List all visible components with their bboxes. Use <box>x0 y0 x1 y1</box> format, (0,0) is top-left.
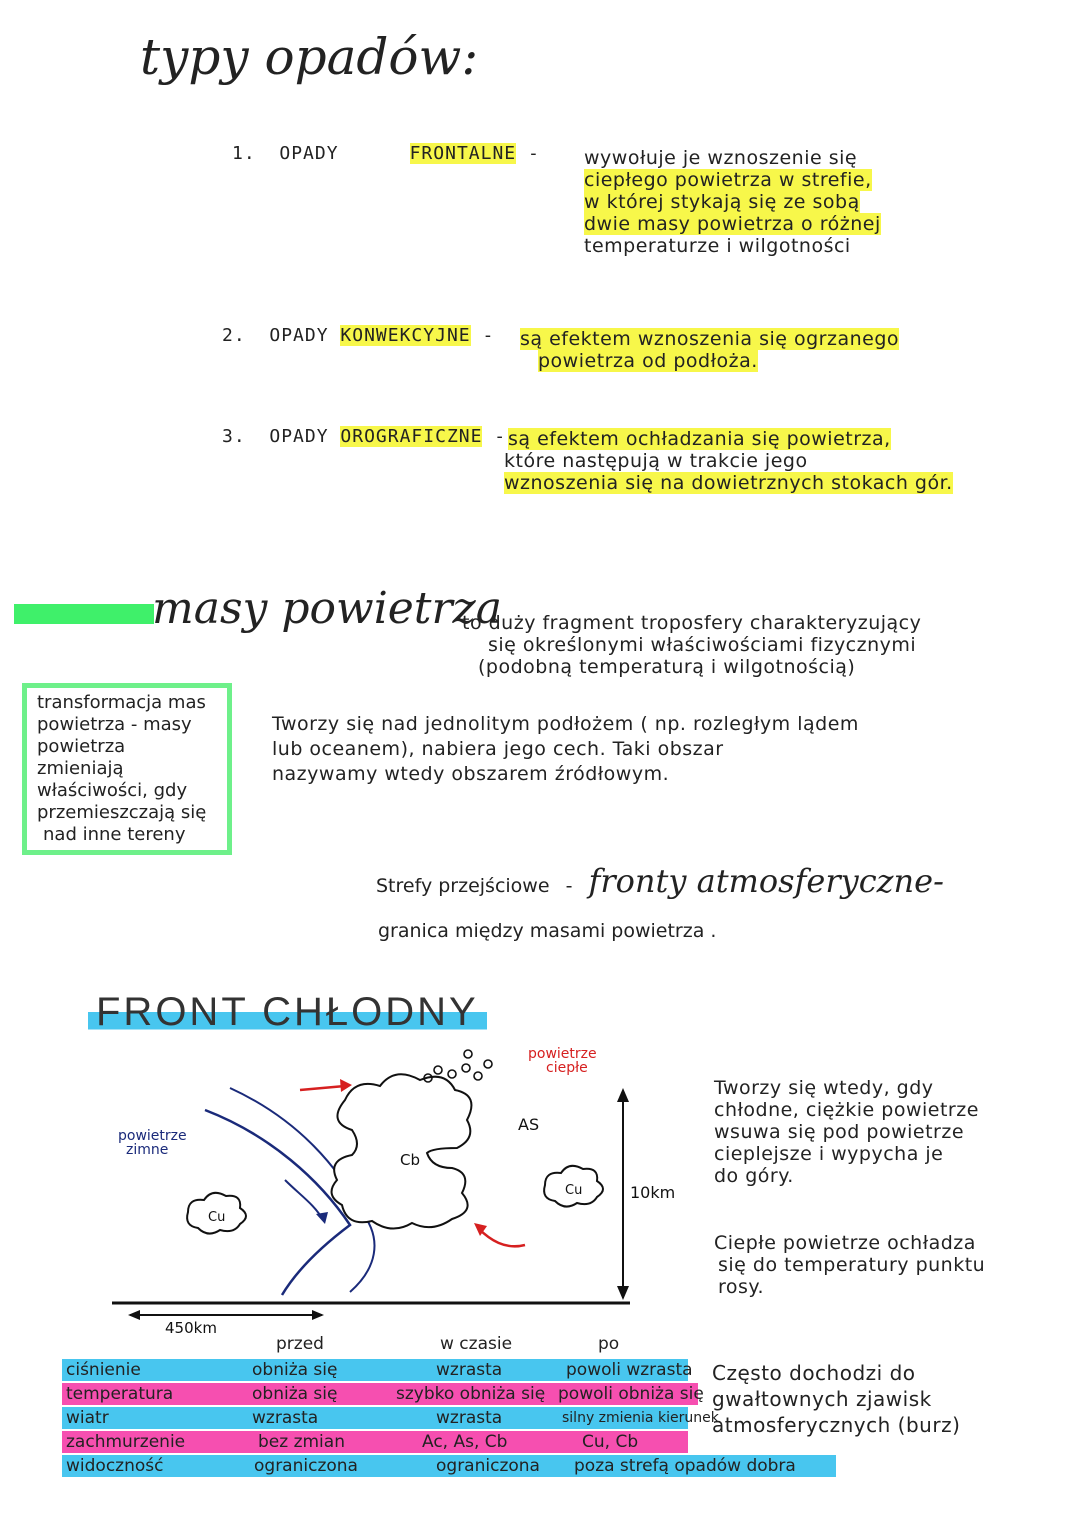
type-1-number: 1. <box>232 143 256 164</box>
side-note-line: powietrza - masy <box>37 714 192 735</box>
row-label: zachmurzenie <box>66 1432 186 1452</box>
distance-label: 450km <box>165 1319 217 1337</box>
type-2-desc-line: powietrza od podłoża. <box>538 350 758 372</box>
type-2-heading <box>222 325 494 346</box>
type-1-desc-line: wywołuje je wznoszenie się <box>584 147 858 169</box>
type-1-dash: - <box>527 143 540 164</box>
type-3-name: OROGRAFICZNE <box>340 426 483 447</box>
rain-drop <box>464 1050 472 1058</box>
row-before: bez zmian <box>258 1432 345 1452</box>
fronts-definition <box>376 862 944 900</box>
height-label: 10km <box>630 1183 676 1202</box>
cold-front-desc-line: chłodne, ciężkie powietrze <box>714 1099 979 1121</box>
warm-air-label-2: ciepłe <box>546 1060 588 1076</box>
cu-label-left: Cu <box>208 1210 226 1225</box>
side-note-line: właściwości, gdy <box>37 780 188 801</box>
formation-line: nazywamy wtedy obszarem źródłowym. <box>272 763 670 785</box>
cold-front-title <box>88 990 487 1035</box>
table-header-during: w czasie <box>440 1334 513 1354</box>
row-before: obniża się <box>252 1384 338 1404</box>
cold-front-desc-line: cieplejsze i wypycha je <box>714 1143 944 1165</box>
row-during: ograniczona <box>436 1456 540 1476</box>
as-label: AS <box>518 1115 540 1134</box>
cold-front-description <box>714 1077 979 1187</box>
row-label: temperatura <box>66 1384 174 1404</box>
type-1-label: OPADY <box>279 143 339 164</box>
row-after: poza strefą opadów dobra <box>574 1456 796 1476</box>
rain-drop <box>484 1060 492 1068</box>
height-arrow-head-top <box>617 1088 629 1102</box>
type-2-label: OPADY <box>269 325 329 346</box>
row-after: powoli wzrasta <box>566 1360 693 1380</box>
type-3-description <box>504 428 953 494</box>
distance-arrow-head-left <box>128 1310 140 1320</box>
air-masses-formation <box>272 712 859 787</box>
cold-front-desc-line: do góry. <box>714 1165 794 1187</box>
type-3-label: OPADY <box>269 426 329 447</box>
definition-line: się określonymi właściwościami fizycznymi <box>488 634 917 656</box>
cooling-line: się do temperatury punktu <box>718 1254 986 1276</box>
transformation-note-box <box>22 683 232 855</box>
air-masses-definition <box>462 612 921 678</box>
definition-line: (podobną temperaturą i wilgotnością) <box>478 656 856 678</box>
type-1-description <box>584 147 881 257</box>
side-note-line: transformacja mas <box>37 692 206 713</box>
row-before: ograniczona <box>254 1456 358 1476</box>
fronts-prefix: Strefy przejściowe <box>376 875 550 897</box>
height-arrow-head-bottom <box>617 1286 629 1300</box>
cold-air-arrow-head <box>316 1212 328 1224</box>
type-1-desc-line: temperaturze i wilgotności <box>584 235 851 257</box>
row-label: widoczność <box>66 1456 164 1476</box>
definition-line: to duży fragment troposfery charakteryzujący <box>462 612 922 634</box>
cold-front-title-text: FRONT CHŁODNY <box>88 990 487 1034</box>
phenomena-line: Często dochodzi do <box>712 1361 916 1385</box>
row-during: wzrasta <box>436 1408 503 1428</box>
warm-air-flow-arrow-head <box>340 1079 352 1092</box>
cold-front-diagram <box>0 1040 700 1340</box>
type-1-desc-line: ciepłego powietrza w strefie, <box>584 169 872 191</box>
fronts-boundary-line: granica między masami powietrza . <box>378 920 717 942</box>
row-label: ciśnienie <box>66 1360 141 1380</box>
cold-front-cooling <box>714 1232 985 1298</box>
formation-line: lub oceanem), nabiera jego cech. Taki obszar <box>272 738 724 760</box>
type-2-name: KONWEKCYJNE <box>340 325 471 346</box>
cooling-line: Ciepłe powietrze ochładza <box>714 1232 976 1254</box>
row-during: szybko obniża się <box>396 1384 546 1404</box>
fronts-script-term: fronty atmosferyczne- <box>588 862 944 900</box>
cooling-line: rosy. <box>718 1276 764 1298</box>
row-during: Ac, As, Cb <box>422 1432 508 1452</box>
row-after: Cu, Cb <box>582 1432 639 1452</box>
cold-front-phenomena <box>712 1360 960 1438</box>
type-3-number: 3. <box>222 426 246 447</box>
type-2-description <box>520 328 899 372</box>
cold-front-desc-line: Tworzy się wtedy, gdy <box>714 1077 934 1099</box>
row-during: wzrasta <box>436 1360 503 1380</box>
side-note-line: przemieszczają się <box>37 802 207 823</box>
warm-air-label-1: powietrze <box>528 1046 597 1062</box>
rising-warm-air-arrow <box>478 1228 525 1246</box>
type-3-heading <box>222 426 506 447</box>
rain-drop <box>434 1066 442 1074</box>
rain-drop <box>448 1070 456 1078</box>
green-highlight-bar <box>14 604 154 624</box>
page-title: typy opadów: <box>140 28 479 86</box>
row-after: silny zmienia kierunek <box>562 1410 719 1426</box>
side-note-line: nad inne tereny <box>43 824 186 845</box>
row-before: obniża się <box>252 1360 338 1380</box>
formation-line: Tworzy się nad jednolitym podłożem ( np. rozległym lądem <box>272 713 859 735</box>
type-2-number: 2. <box>222 325 246 346</box>
type-3-desc-line: wznoszenia się na dowietrznych stokach gór. <box>504 472 953 494</box>
air-masses-title: masy powietrza <box>152 583 502 634</box>
fronts-dash: - <box>565 875 573 897</box>
cold-front-desc-line: wsuwa się pod powietrze <box>714 1121 965 1143</box>
side-note-line: powietrza zmieniają <box>37 736 126 779</box>
table-header-before: przed <box>276 1334 324 1354</box>
cold-air-label-2: zimne <box>126 1142 169 1158</box>
type-1-desc-line: w której stykają się ze sobą <box>584 191 860 213</box>
rain-drop <box>462 1064 470 1072</box>
phenomena-line: atmosferycznych (burz) <box>712 1413 961 1437</box>
type-3-desc-line: są efektem ochładzania się powietrza, <box>508 428 891 450</box>
type-2-dash: - <box>482 325 495 346</box>
cu-label-right: Cu <box>565 1183 583 1198</box>
type-1-name: FRONTALNE <box>409 143 517 164</box>
row-after: powoli obniża się <box>558 1384 704 1404</box>
cold-air-label-1: powietrze <box>118 1128 187 1144</box>
row-label: wiatr <box>66 1408 109 1428</box>
cb-label: Cb <box>400 1151 420 1169</box>
table-header-after: po <box>598 1334 620 1354</box>
type-3-desc-line: które następują w trakcie jego <box>504 450 808 472</box>
rain-drop <box>474 1072 482 1080</box>
type-1-desc-line: dwie masy powietrza o różnej <box>584 213 881 235</box>
type-2-desc-line: są efektem wznoszenia się ogrzanego <box>520 328 900 350</box>
warm-air-flow-arrow <box>300 1086 345 1090</box>
type-3-dash: - <box>494 426 507 447</box>
type-1-heading <box>232 143 540 164</box>
distance-arrow-head-right <box>312 1310 324 1320</box>
row-before: wzrasta <box>252 1408 319 1428</box>
phenomena-line: gwałtownych zjawisk <box>712 1387 932 1411</box>
